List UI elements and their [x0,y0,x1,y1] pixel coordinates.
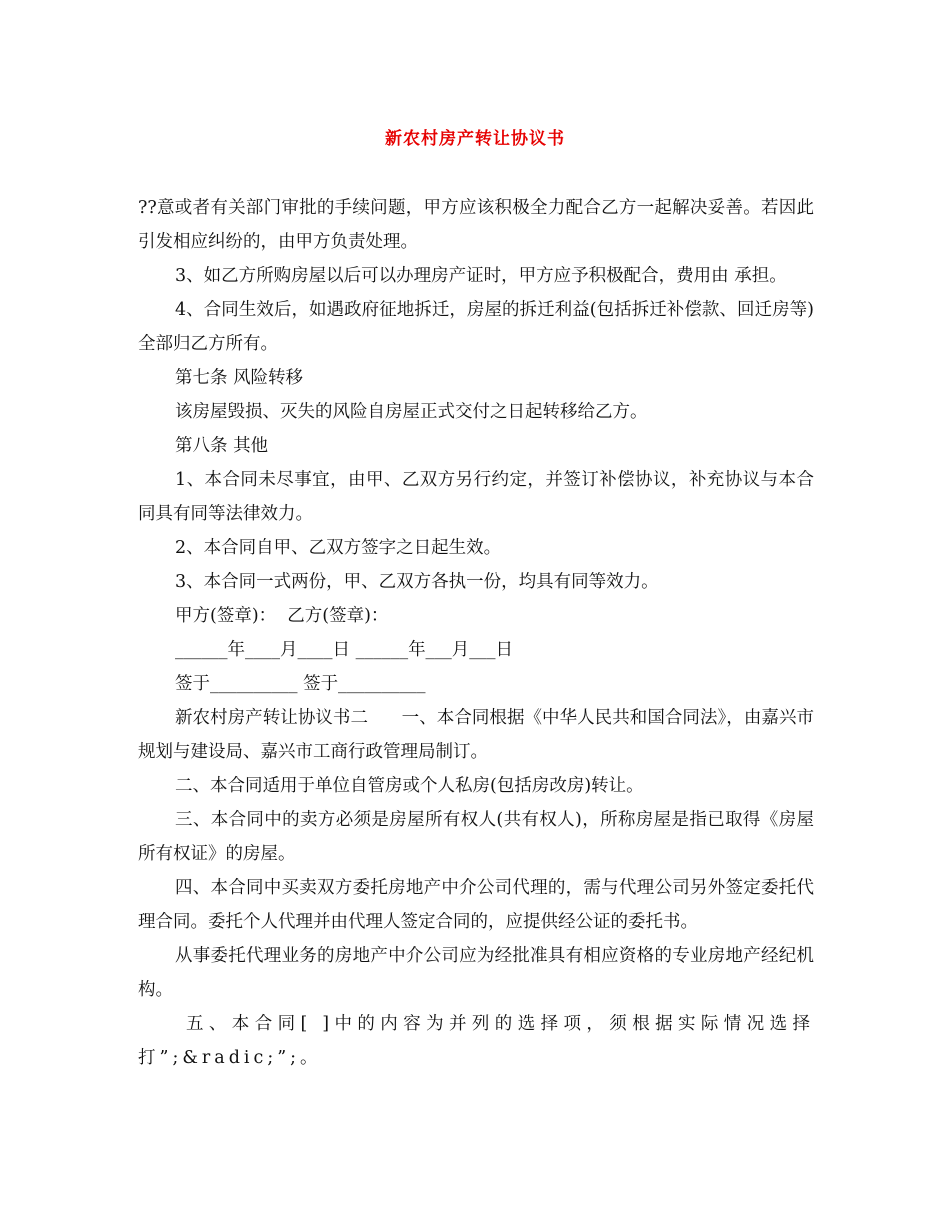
document-body [138,191,814,1075]
paragraph: 二、本合同适用于单位自管房或个人私房(包括房改房)转让。 [175,776,644,796]
paragraph: 三、本合同中的卖方必须是房屋所有权人(共有权人)，所称房屋是指已取得《房屋所有权证》的房屋。 [138,810,814,864]
paragraph: 3、如乙方所购房屋以后可以办理房产证时，甲方应予积极配合，费用由 承担。 [175,266,787,286]
paragraph: 签于__________ 签于__________ [175,674,426,694]
paragraph: 五、本合同[ ]中的内容为并列的选择项，须根据实际情况选择打”;&radic;”;。 [138,1014,814,1068]
paragraph: 2、本合同自甲、乙双方签字之日起生效。 [175,538,502,558]
paragraph: 该房屋毁损、灭失的风险自房屋正式交付之日起转移给乙方。 [175,402,648,422]
paragraph: ______年____月____日 ______年___月___日 [175,640,514,660]
paragraph: 新农村房产转让协议书二 一、本合同根据《中华人民共和国合同法》，由嘉兴市规划与建设局、嘉兴市工商行政管理局制订。 [138,708,814,762]
paragraph: 第八条 其他 [175,436,269,456]
document-title: 新农村房产转让协议书 [385,129,565,149]
paragraph: 4、合同生效后，如遇政府征地拆迁，房屋的拆迁利益(包括拆迁补偿款、回迁房等)全部归乙方所有。 [138,300,814,354]
paragraph: 3、本合同一式两份，甲、乙双方各执一份，均具有同等效力。 [175,572,659,592]
paragraph: ??意或者有关部门审批的手续问题，甲方应该积极全力配合乙方一起解决妥善。若因此引发相应纠纷的，由甲方负责处理。 [138,198,814,252]
paragraph: 第七条 风险转移 [175,368,304,388]
paragraph: 四、本合同中买卖双方委托房地产中介公司代理的，需与代理公司另外签定委托代理合同。委托个人代理并由代理人签定合同的，应提供经公证的委托书。 [138,878,814,932]
paragraph: 1、本合同未尽事宜，由甲、乙双方另行约定，并签订补偿协议，补充协议与本合同具有同等法律效力。 [138,470,814,524]
paragraph: 甲方(签章)： 乙方(签章)： [175,606,389,626]
paragraph: 从事委托代理业务的房地产中介公司应为经批准具有相应资格的专业房地产经纪机构。 [138,946,814,1000]
